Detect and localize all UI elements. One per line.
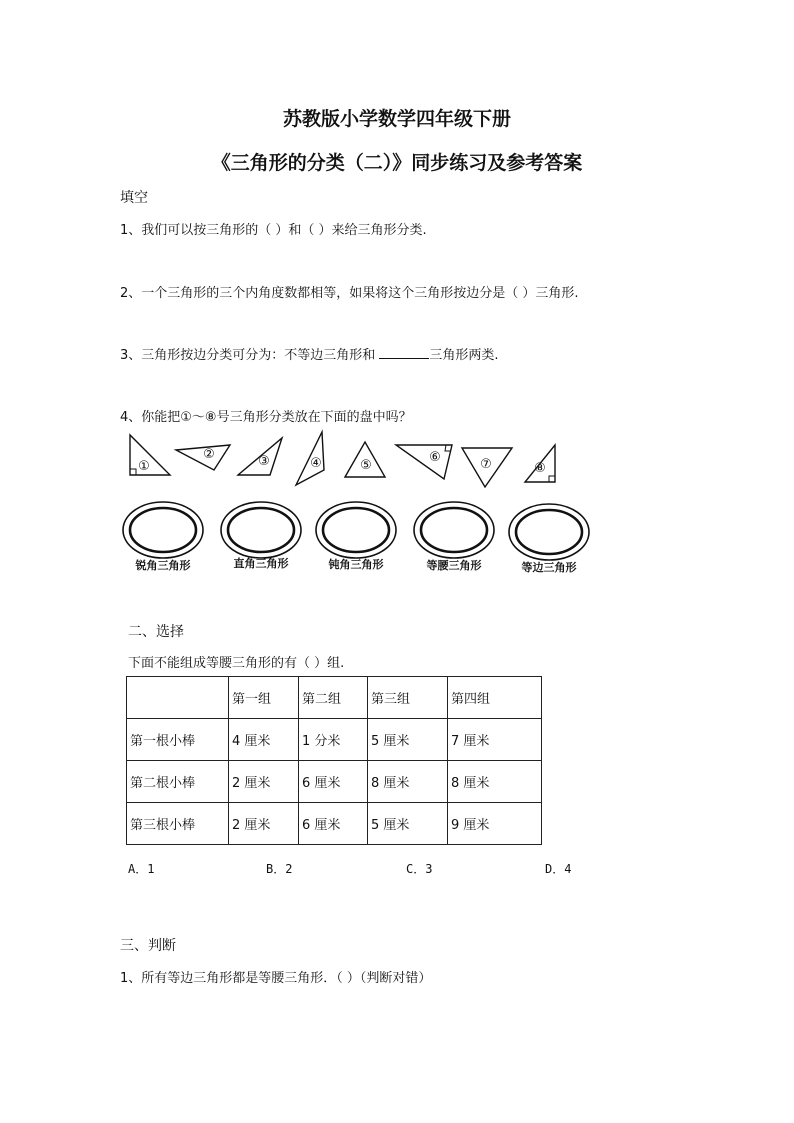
option-d[interactable]: D．4 (545, 862, 572, 876)
table-cell: 5 厘米 (368, 719, 448, 761)
table-cell: 8 厘米 (448, 761, 542, 803)
table-cell: 4 厘米 (229, 719, 299, 761)
question-2: 2、一个三角形的三个内角度数都相等，如果将这个三角形按边分是（ ）三角形. (120, 286, 579, 301)
plate-label-isosceles: 等腰三角形 (426, 559, 482, 572)
triangle-label-1: ① (138, 459, 150, 474)
table-row (127, 761, 542, 803)
table-header-cell (127, 677, 229, 719)
table-cell: 7 厘米 (448, 719, 542, 761)
table-cell: 6 厘米 (299, 761, 368, 803)
table-header-cell: 第四组 (448, 677, 542, 719)
triangle-6 (396, 445, 452, 479)
plate-isosceles (414, 502, 494, 558)
plate-label-acute: 锐角三角形 (135, 559, 191, 572)
page-subtitle: 《三角形的分类（二）》同步练习及参考答案 (211, 152, 583, 174)
table-cell: 1 分米 (299, 719, 368, 761)
page-title: 苏教版小学数学四年级下册 (282, 108, 511, 130)
table-cell: 6 厘米 (299, 803, 368, 845)
question-3 (120, 344, 499, 363)
table-header-cell: 第三组 (368, 677, 448, 719)
choice-options (128, 858, 571, 877)
table-cell: 5 厘米 (368, 803, 448, 845)
triangle-label-5: ⑤ (360, 458, 372, 473)
plate-obtuse (316, 502, 396, 558)
table-row (127, 719, 542, 761)
triangle-label-3: ③ (258, 454, 270, 469)
judge-question-1: 1、所有等边三角形都是等腰三角形．（ ）（判断对错） (120, 971, 432, 986)
table-row (127, 803, 542, 845)
question-1: 1、我们可以按三角形的（ ）和（ ）来给三角形分类. (120, 223, 427, 238)
question-3-suffix: 三角形两类. (429, 348, 499, 363)
choice-question: 下面不能组成等腰三角形的有（ ）组. (128, 656, 345, 671)
plate-right (221, 502, 301, 558)
question-4: 4、你能把①～⑧号三角形分类放在下面的盘中吗？ (120, 410, 412, 425)
section-choice-heading: 二、选择 (128, 624, 184, 640)
section-judge-heading: 三、判断 (120, 938, 176, 954)
plate-acute (123, 502, 203, 558)
table-cell: 第三根小棒 (127, 803, 229, 845)
option-c[interactable]: C．3 (406, 862, 433, 876)
triangle-label-4: ④ (310, 456, 322, 471)
table-cell: 2 厘米 (229, 761, 299, 803)
triangle-label-8: ⑧ (534, 461, 546, 476)
table-cell: 2 厘米 (229, 803, 299, 845)
answer-blank[interactable] (379, 346, 429, 359)
table-header-cell: 第二组 (299, 677, 368, 719)
option-b[interactable]: B．2 (266, 862, 293, 876)
table-cell: 8 厘米 (368, 761, 448, 803)
table-header-row (127, 677, 542, 719)
triangle-figure (110, 425, 590, 585)
option-a[interactable]: A．1 (128, 862, 155, 876)
triangle-label-7: ⑦ (480, 457, 492, 472)
table-header-cell: 第一组 (229, 677, 299, 719)
triangle-label-2: ② (203, 447, 215, 462)
table-cell: 第一根小棒 (127, 719, 229, 761)
triangle-label-6: ⑥ (429, 450, 441, 465)
section-fill-blank-heading: 填空 (120, 190, 148, 206)
plate-label-obtuse: 钝角三角形 (328, 558, 384, 571)
table-cell: 9 厘米 (448, 803, 542, 845)
plate-equilateral (509, 504, 589, 560)
plate-label-equilateral: 等边三角形 (521, 561, 577, 574)
plate-label-right: 直角三角形 (233, 557, 289, 570)
table-cell: 第二根小棒 (127, 761, 229, 803)
question-3-prefix: 3、三角形按边分类可分为：不等边三角形和 (120, 348, 380, 363)
sticks-table (126, 676, 542, 845)
